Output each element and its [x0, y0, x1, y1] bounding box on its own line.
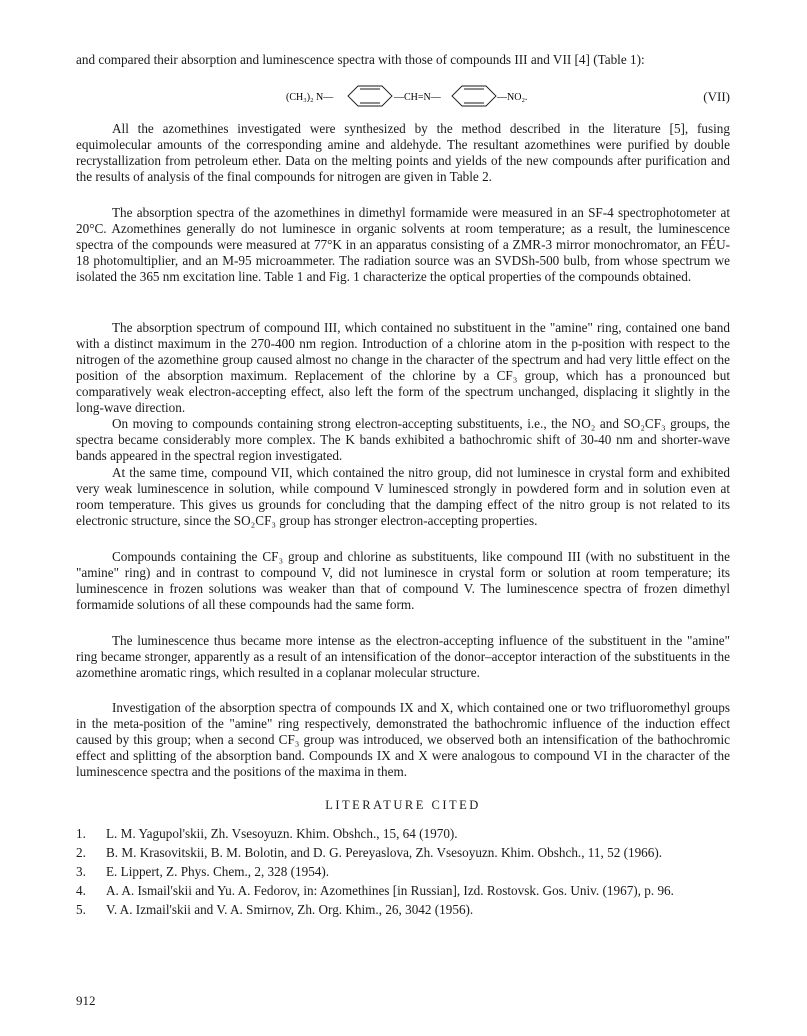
reference-item	[76, 864, 730, 880]
paragraph-compound-iii: The absorption spectrum of compound III, which contained no substituent in the "amine" ring, contained one band with a distinct maximum in the 270-400 nm region. Introduction of a chlorine atom in the p-position with respect to the nitrogen of the azomethine group caused almost no change in the character of the spectrum and had very little effect on the position of the absorption maximum. Replacement of the chlorine by a CF₃ group, which has a pronounced but comparatively weak electron-accepting effect, also left the form of the spectrum unchanged, displacing it slightly in the long-wave direction.	[76, 320, 730, 415]
page-number: 912	[76, 993, 96, 1008]
reference-text: L. M. Yagupol'skii, Zh. Vsesoyuzn. Khim. Obshch., 15, 64 (1970).	[106, 826, 458, 841]
paragraph-luminescence-intensity: The luminescence thus became more intense as the electron-accepting influence of the substituent in the "amine" ring became stronger, apparently as a result of an intensification of the donor–acceptor interaction of the substituents in the azomethine aromatic rings, which resulted in a coplanar molecular structure.	[76, 633, 730, 680]
reference-item	[76, 902, 730, 918]
reference-item	[76, 845, 730, 861]
reference-number: 5.	[76, 902, 86, 917]
formula-label: (VII)	[703, 89, 730, 104]
benzene-ring-right	[452, 86, 496, 106]
reference-text: B. M. Krasovitskii, B. M. Bolotin, and D. G. Pereyaslova, Zh. Vsesoyuzn. Khim. Obshch., 11, 52 (1966).	[106, 845, 663, 860]
reference-text: A. A. Ismail'skii and Yu. A. Fedorov, in: Azomethines [in Russian], Izd. Rostovsk. Gos. Univ. (1967), p. 96.	[106, 883, 674, 898]
reference-item	[76, 826, 730, 842]
paragraph-compound-vii: At the same time, compound VII, which contained the nitro group, did not luminesce in crystal form and exhibited very weak luminescence in solution, while compound V luminesced strongly in powdered form and in solution even at room temperature. This gives us grounds for concluding that the damping effect of the nitro group is not related to its electronic structure, since the SO₂CF₃ group has stronger electron-accepting properties.	[76, 465, 730, 528]
paragraph-spectra-measurement: The absorption spectra of the azomethines in dimethyl formamide were measured in an SF-4 spectrophotometer at 20°C. Azomethines generally do not luminesce in organic solvents at room temperature; as a result, the luminescence spectra of the compounds were measured at 77°K in an apparatus consisting of a ZMR-3 mirror monochromator, an FÉU-18 photomultiplier, and an M-95 microammeter. The radiation source was an SVDSh-500 bulb, from whose spectrum we isolated the 365 nm excitation line. Table 1 and Fig. 1 characterize the optical properties of the compounds obtained.	[76, 205, 730, 284]
chemical-formula	[76, 82, 730, 110]
formula-left-group: (CH₃)₂ N—	[286, 92, 334, 103]
reference-text: E. Lippert, Z. Phys. Chem., 2, 328 (1954).	[106, 864, 330, 879]
paragraph-synthesis: All the azomethines investigated were synthesized by the method described in the literature [5], fusing equimolecular amounts of the corresponding amine and aldehyde. The resultant azomethines were purified by double recrystallization from petroleum ether. Data on the melting points and yields of the new compounds after purification and the results of analysis of the final compounds for nitrogen are given in Table 2.	[76, 121, 730, 184]
benzene-ring-left	[348, 86, 392, 106]
literature-heading: LITERATURE CITED	[325, 798, 481, 812]
reference-number: 3.	[76, 864, 86, 879]
formula-right-group: —NO₂.	[497, 92, 528, 103]
reference-number: 4.	[76, 883, 86, 898]
formula-structure	[286, 82, 586, 110]
reference-list	[76, 826, 730, 921]
reference-item	[76, 883, 730, 899]
reference-number: 2.	[76, 845, 86, 860]
paragraph-compounds-ix-x: Investigation of the absorption spectra of compounds IX and X, which contained one or two trifluoromethyl groups in the meta-position of the "amine" ring respectively, demonstrated the bathochromic influence of the induction effect caused by this group; when a second CF₃ group was introduced, we observed both an intensification of the bathochromic effect and splitting of the absorption band. Compounds IX and X were analogous to compound VI in the character of the luminescence spectra and the positions of the maxima in them.	[76, 700, 730, 779]
intro-paragraph: and compared their absorption and luminescence spectra with those of compounds III and VII [4] (Table 1):	[76, 52, 645, 67]
paragraph-cf3-chlorine: Compounds containing the CF₃ group and chlorine as substituents, like compound III (with no substituent in the "amine" ring) and in contrast to compound V, did not luminesce in crystal form or solution at room temperature; its luminescence in frozen solutions was weaker than that of compound V. The luminescence spectra of frozen dimethyl formamide solutions of all these compounds had the same form.	[76, 549, 730, 612]
paragraph-electron-accepting: On moving to compounds containing strong electron-accepting substituents, i.e., the NO₂ and SO₂CF₃ groups, the spectra became considerably more complex. The K bands exhibited a bathochromic shift of 30-40 nm and shorter-wave bands appeared in the spectral region investigated.	[76, 416, 730, 463]
reference-number: 1.	[76, 826, 86, 841]
reference-text: V. A. Izmail'skii and V. A. Smirnov, Zh. Org. Khim., 26, 3042 (1956).	[106, 902, 474, 917]
formula-bridge: —CH=N—	[394, 92, 441, 103]
